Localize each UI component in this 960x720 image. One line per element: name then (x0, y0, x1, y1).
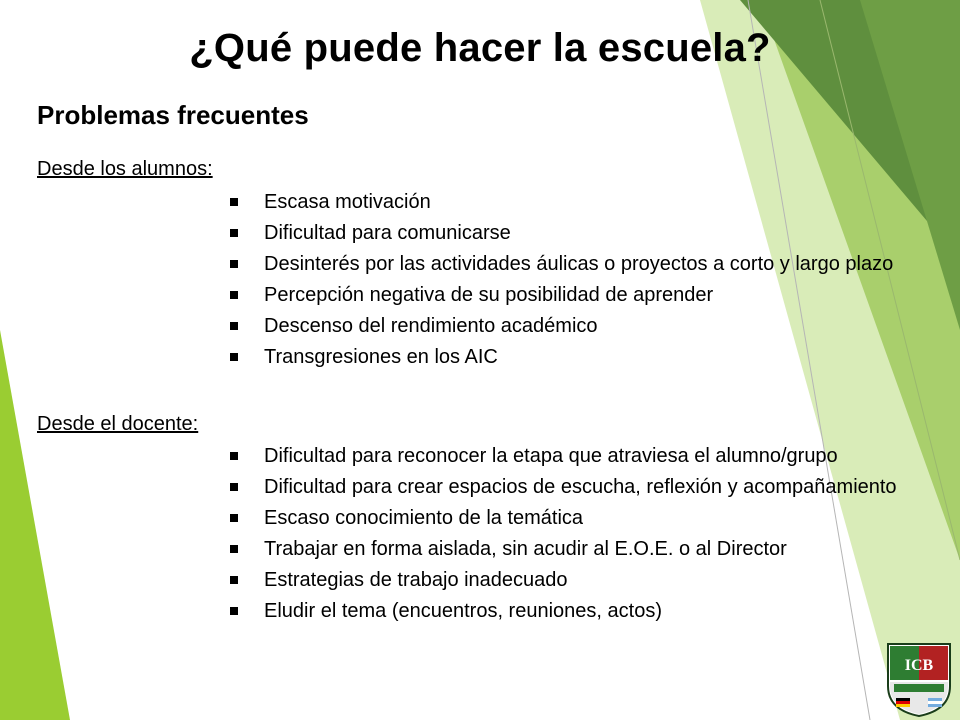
list-item: Descenso del rendimiento académico (228, 311, 918, 342)
square-bullet-icon (230, 198, 238, 206)
section-label-alumnos: Desde los alumnos: (37, 158, 213, 180)
flag-stripe-1 (896, 698, 910, 701)
square-bullet-icon (230, 229, 238, 237)
list-item: Dificultad para comunicarse (228, 218, 918, 249)
flag-stripe-3 (896, 704, 910, 707)
logo-letters: ICB (904, 657, 934, 674)
slide-title: ¿Qué puede hacer la escuela? (189, 26, 771, 70)
school-logo (884, 640, 954, 718)
bullet-list-docente (228, 441, 918, 627)
list-item: Escasa motivación (228, 187, 918, 218)
left-green-triangle (0, 330, 70, 720)
square-bullet-icon (230, 576, 238, 584)
logo-banner (894, 684, 944, 692)
list-item: Eludir el tema (encuentros, reuniones, actos) (228, 596, 918, 627)
list-item: Estrategias de trabajo inadecuado (228, 565, 918, 596)
square-bullet-icon (230, 514, 238, 522)
square-bullet-icon (230, 260, 238, 268)
list-item: Desinterés por las actividades áulicas o proyectos a corto y largo plazo (228, 249, 918, 280)
list-item: Transgresiones en los AIC (228, 342, 918, 373)
square-bullet-icon (230, 291, 238, 299)
list-item: Dificultad para reconocer la etapa que atraviesa el alumno/grupo (228, 441, 918, 472)
square-bullet-icon (230, 607, 238, 615)
slide-subtitle: Problemas frecuentes (37, 100, 309, 130)
square-bullet-icon (230, 452, 238, 460)
flag-stripe-5 (928, 701, 942, 704)
square-bullet-icon (230, 322, 238, 330)
square-bullet-icon (230, 353, 238, 361)
square-bullet-icon (230, 545, 238, 553)
flag-stripe-2 (896, 701, 910, 704)
section-label-docente: Desde el docente: (37, 413, 199, 435)
list-item: Dificultad para crear espacios de escucha, reflexión y acompañamiento (228, 472, 918, 503)
flag-stripe-4 (928, 698, 942, 701)
list-item: Escaso conocimiento de la temática (228, 503, 918, 534)
list-item: Trabajar en forma aislada, sin acudir al E.O.E. o al Director (228, 534, 918, 565)
bullet-list-alumnos (228, 187, 918, 373)
list-item: Percepción negativa de su posibilidad de aprender (228, 280, 918, 311)
flag-stripe-6 (928, 704, 942, 707)
square-bullet-icon (230, 483, 238, 491)
